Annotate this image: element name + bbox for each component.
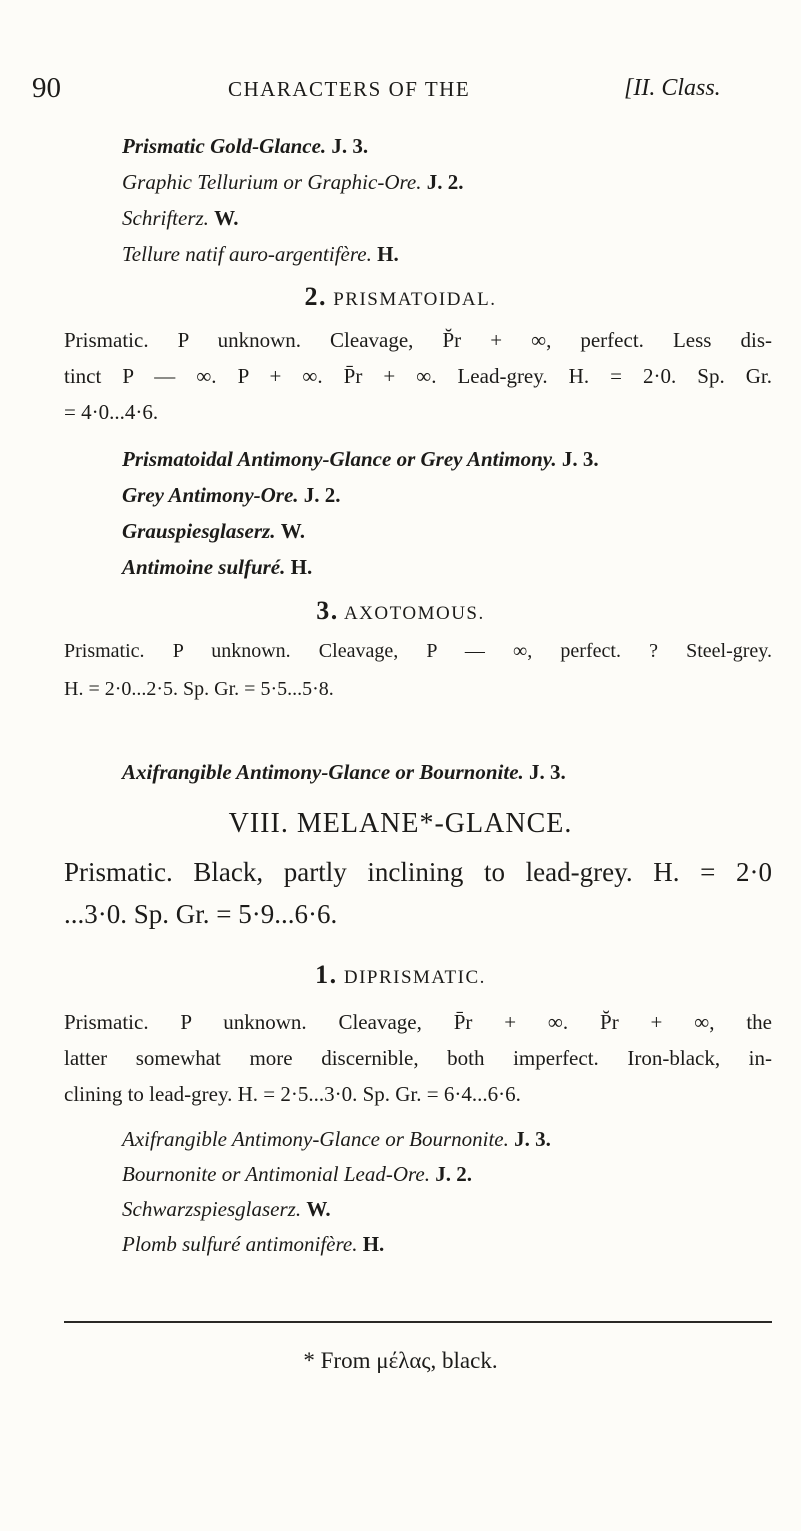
genus-description: Prismatic. Black, partly inclining to lead-grey. H. = 2·0 ...3·0. Sp. Gr. = 5·9...6·6. <box>64 857 772 929</box>
synonym-line: Grauspiesglaserz. W. <box>122 519 306 543</box>
synonym-line: Prismatic Gold-Glance. J. 3. <box>122 134 369 158</box>
synonym-line: Schwarzspiesglaserz. W. <box>122 1197 331 1221</box>
synonym-line: Grey Antimony-Ore. J. 2. <box>122 483 341 507</box>
class-reference: [II. Class. <box>624 75 721 101</box>
synonym-line: Schrifterz. W. <box>122 206 239 230</box>
page-number: 90 <box>32 72 61 104</box>
synonym-line: Graphic Tellurium or Graphic-Ore. J. 2. <box>122 170 464 194</box>
genus-heading: VIII. MELANE*-GLANCE. <box>228 808 573 839</box>
synonym-line: Tellure natif auro-argentifère. H. <box>122 242 399 266</box>
page-header <box>32 72 772 112</box>
footnote-rule <box>64 1321 772 1323</box>
synonym-line: Axifrangible Antimony-Glance or Bournonite. J. 3. <box>122 1127 551 1151</box>
species-description: Prismatic. P unknown. Cleavage, P̆r + ∞, perfect. Less dis- tinct P — ∞. P + ∞. P̄r + ∞. Lead-grey. H. = 2·0. Sp. Gr. = 4·0...4·6. <box>64 328 772 424</box>
footnote: * From μέλας, black. <box>303 1348 498 1373</box>
species-heading: 2. PRISMATOIDAL. <box>304 282 497 311</box>
running-title: CHARACTERS OF THE <box>228 77 471 101</box>
synonym-line: Plomb sulfuré antimonifère. H. <box>122 1232 385 1256</box>
synonym-line: Bournonite or Antimonial Lead-Ore. J. 2. <box>122 1162 472 1186</box>
species-description: Prismatic. P unknown. Cleavage, P — ∞, perfect. ? Steel-grey. H. = 2·0...2·5. Sp. Gr. = 5·5...5·8. <box>64 640 772 700</box>
species-heading: 1. DIPRISMATIC. <box>315 960 486 989</box>
synonym-line: Axifrangible Antimony-Glance or Bournonite. J. 3. <box>122 760 566 784</box>
species-description: Prismatic. P unknown. Cleavage, P̄r + ∞. P̆r + ∞, the latter somewhat more discernible, both imperfect. Iron-black, in- clining to lead-grey. H. = 2·5...3·0. Sp. Gr. = 6·4...6·6. <box>64 1010 772 1106</box>
synonym-line: Prismatoidal Antimony-Glance or Grey Antimony. J. 3. <box>122 447 599 471</box>
synonym-line: Antimoine sulfuré. H. <box>122 555 313 579</box>
species-heading: 3. AXOTOMOUS. <box>316 596 485 625</box>
